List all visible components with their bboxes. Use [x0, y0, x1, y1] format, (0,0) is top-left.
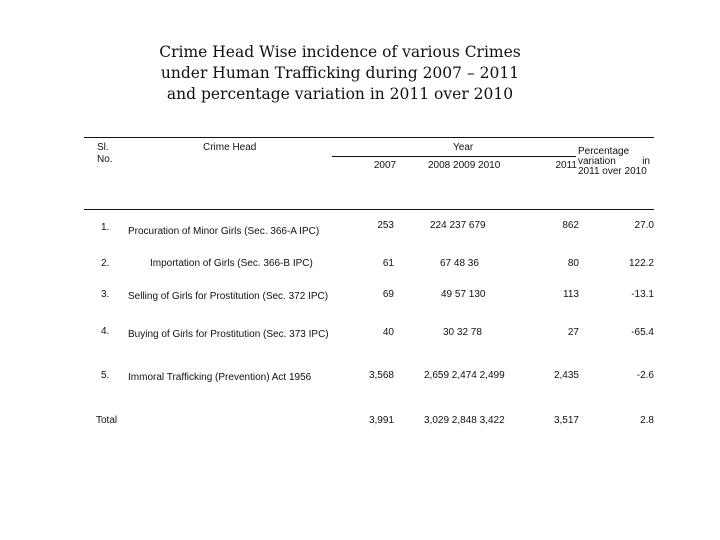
title-line-3: and percentage variation in 2011 over 2010 — [166, 85, 514, 103]
title-line-1: Crime Head Wise incidence of various Crimes — [159, 43, 521, 61]
row-2007: 61 — [382, 258, 394, 269]
total-2008-2010: 3,029 2,848 3,422 — [424, 415, 505, 426]
row-crime-head: Selling of Girls for Prostitution (Sec. 372 IPC) — [128, 291, 329, 302]
table-top-rule — [84, 137, 654, 138]
row-2008-2010: 49 57 130 — [441, 289, 486, 300]
row-sl: 3. — [101, 289, 110, 300]
row-percentage: 122.2 — [628, 258, 654, 269]
row-2007: 3,568 — [368, 370, 394, 381]
row-sl: 1. — [101, 222, 110, 233]
row-crime-head: Immoral Trafficking (Prevention) Act 1956 — [128, 372, 312, 383]
row-2008-2010: 2,659 2,474 2,499 — [424, 370, 505, 381]
row-percentage: -2.6 — [636, 370, 654, 381]
row-2008-2010: 30 32 78 — [443, 327, 482, 338]
row-2011: 27 — [567, 327, 579, 338]
row-percentage: -65.4 — [631, 327, 654, 338]
row-2008-2010: 224 237 679 — [430, 220, 486, 231]
row-crime-head: Buying of Girls for Prostitution (Sec. 373 IPC) — [128, 329, 329, 340]
row-2011: 2,435 — [553, 370, 579, 381]
row-2011: 862 — [562, 220, 579, 231]
year-sub-rule — [332, 156, 576, 157]
row-percentage: 27.0 — [634, 220, 654, 231]
row-2011: 113 — [563, 289, 579, 300]
total-label: Total — [96, 415, 118, 426]
row-2007: 253 — [377, 220, 394, 231]
row-2007: 69 — [382, 289, 394, 300]
title-line-2: under Human Trafficking during 2007 – 2011 — [160, 64, 520, 82]
row-percentage: -13.1 — [631, 289, 654, 300]
header-2011: 2011 — [555, 160, 577, 171]
row-sl: 4. — [101, 326, 110, 337]
total-2011: 3,517 — [553, 415, 579, 426]
row-2008-2010: 67 48 36 — [440, 258, 479, 269]
row-crime-head: Procuration of Minor Girls (Sec. 366-A IPC) — [128, 226, 320, 237]
header-2007: 2007 — [373, 160, 397, 171]
document-title — [0, 42, 680, 105]
header-sl-no: Sl. No. — [97, 142, 113, 165]
header-percentage-variation: Percentage variation in 2011 over 2010 — [578, 146, 650, 177]
row-2007: 40 — [382, 327, 394, 338]
row-sl: 5. — [101, 370, 110, 381]
row-sl: 2. — [101, 258, 110, 269]
header-bottom-rule — [84, 209, 654, 210]
total-percentage: 2.8 — [640, 415, 654, 426]
row-crime-head: Importation of Girls (Sec. 366-B IPC) — [150, 258, 313, 269]
row-2011: 80 — [567, 258, 579, 269]
header-crime-head: Crime Head — [203, 142, 257, 153]
total-2007: 3,991 — [368, 415, 394, 426]
header-2008-2010: 2008 2009 2010 — [428, 160, 501, 171]
header-year: Year — [453, 142, 474, 153]
